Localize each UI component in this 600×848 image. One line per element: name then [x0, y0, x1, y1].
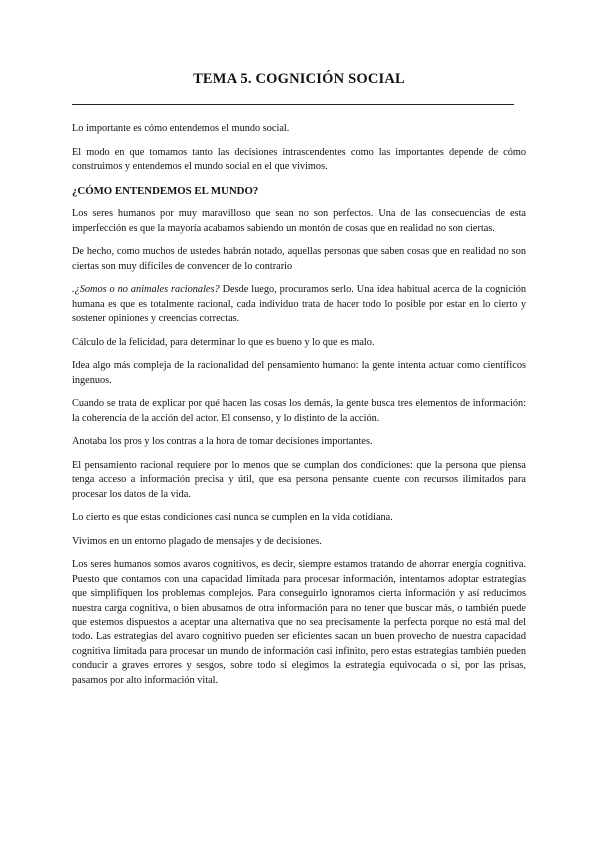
- paragraph-1: Lo importante es cómo entendemos el mundo social.: [72, 123, 290, 134]
- paragraph-2: El modo en que tomamos tanto las decisiones intrascendentes como las importantes depende de cómo construimos y entendemos el mundo social en el que vivimos.: [72, 146, 526, 172]
- paragraph-4: De hecho, como muchos de ustedes habrán notado, aquellas personas que saben cosas que en realidad no son ciertas son muy difíciles de convencer de lo contrario: [72, 246, 526, 272]
- section-heading: ¿CÓMO ENTENDEMOS EL MUNDO?: [72, 184, 259, 197]
- title-divider: [72, 104, 514, 105]
- paragraph-13: Los seres humanos somos avaros cognitivos, es decir, siempre estamos tratando de ahorrar energía cognitiva. Puesto que contamos con una capacidad limitada para procesar información, intentamos adoptar estrategias que simplifiquen los problemas complejos. Para conseguirlo ignoramos cierta información y así reducimos nuestra carga cognitiva, o bien abusamos de otra información para no tener que buscar más, o también puede que estemos dispuestos a aceptar una alternativa que no sea precisamente la perfecta porque no está mal del todo. Las estrategias del avaro cognitivo pueden ser eficientes sacan un buen provecho de nuestra capacidad cognitiva limitada para procesar un mundo de información casi infinito, pero estas estrategias también pueden conducir a graves errores y sesgos, sobre todo si elegimos la estrategia equivocada o si, por las prisas, pasamos por alto información vital.: [72, 559, 526, 686]
- paragraph-10: El pensamiento racional requiere por lo menos que se cumplan dos condiciones: que la persona que piensa tenga acceso a información precisa y útil, que esa persona pensante cuente con recursos ilimitados para procesar los datos de la vida.: [72, 459, 526, 500]
- paragraph-5-text: Desde luego, procuramos serlo. Una idea habitual acerca de la cognición humana es que es totalmente racional, cada individuo trata de hacer todo lo posible por estar en lo cierto y sostener opiniones y creencias correctas.: [72, 284, 526, 324]
- paragraph-6: Cálculo de la felicidad, para determinar lo que es bueno y lo que es malo.: [72, 336, 375, 348]
- paragraph-5: [72, 283, 526, 326]
- document-body: [72, 122, 526, 697]
- document-title: TEMA 5. COGNICIÓN SOCIAL: [193, 71, 405, 87]
- paragraph-3: Los seres humanos por muy maravilloso que sean no son perfectos. Una de las consecuencias de esta imperfección es que la mayoría acabamos sabiendo un montón de cosas que en realidad no son ciertas.: [72, 208, 526, 234]
- rhetorical-question: .¿Somos o no animales racionales?: [72, 284, 220, 296]
- paragraph-7: Idea algo más compleja de la racionalidad del pensamiento humano: la gente intenta actuar como científicos ingenuos.: [72, 360, 526, 386]
- paragraph-12: Vivimos en un entorno plagado de mensajes y de decisiones.: [72, 535, 322, 547]
- paragraph-9: Anotaba los pros y los contras a la hora de tomar decisiones importantes.: [72, 436, 373, 448]
- paragraph-11: Lo cierto es que estas condiciones casi nunca se cumplen en la vida cotidiana.: [72, 512, 393, 524]
- paragraph-8: Cuando se trata de explicar por qué hacen las cosas los demás, la gente busca tres elementos de información: la coherencia de la acción del actor. El consenso, y lo distinto de la acción.: [72, 398, 526, 424]
